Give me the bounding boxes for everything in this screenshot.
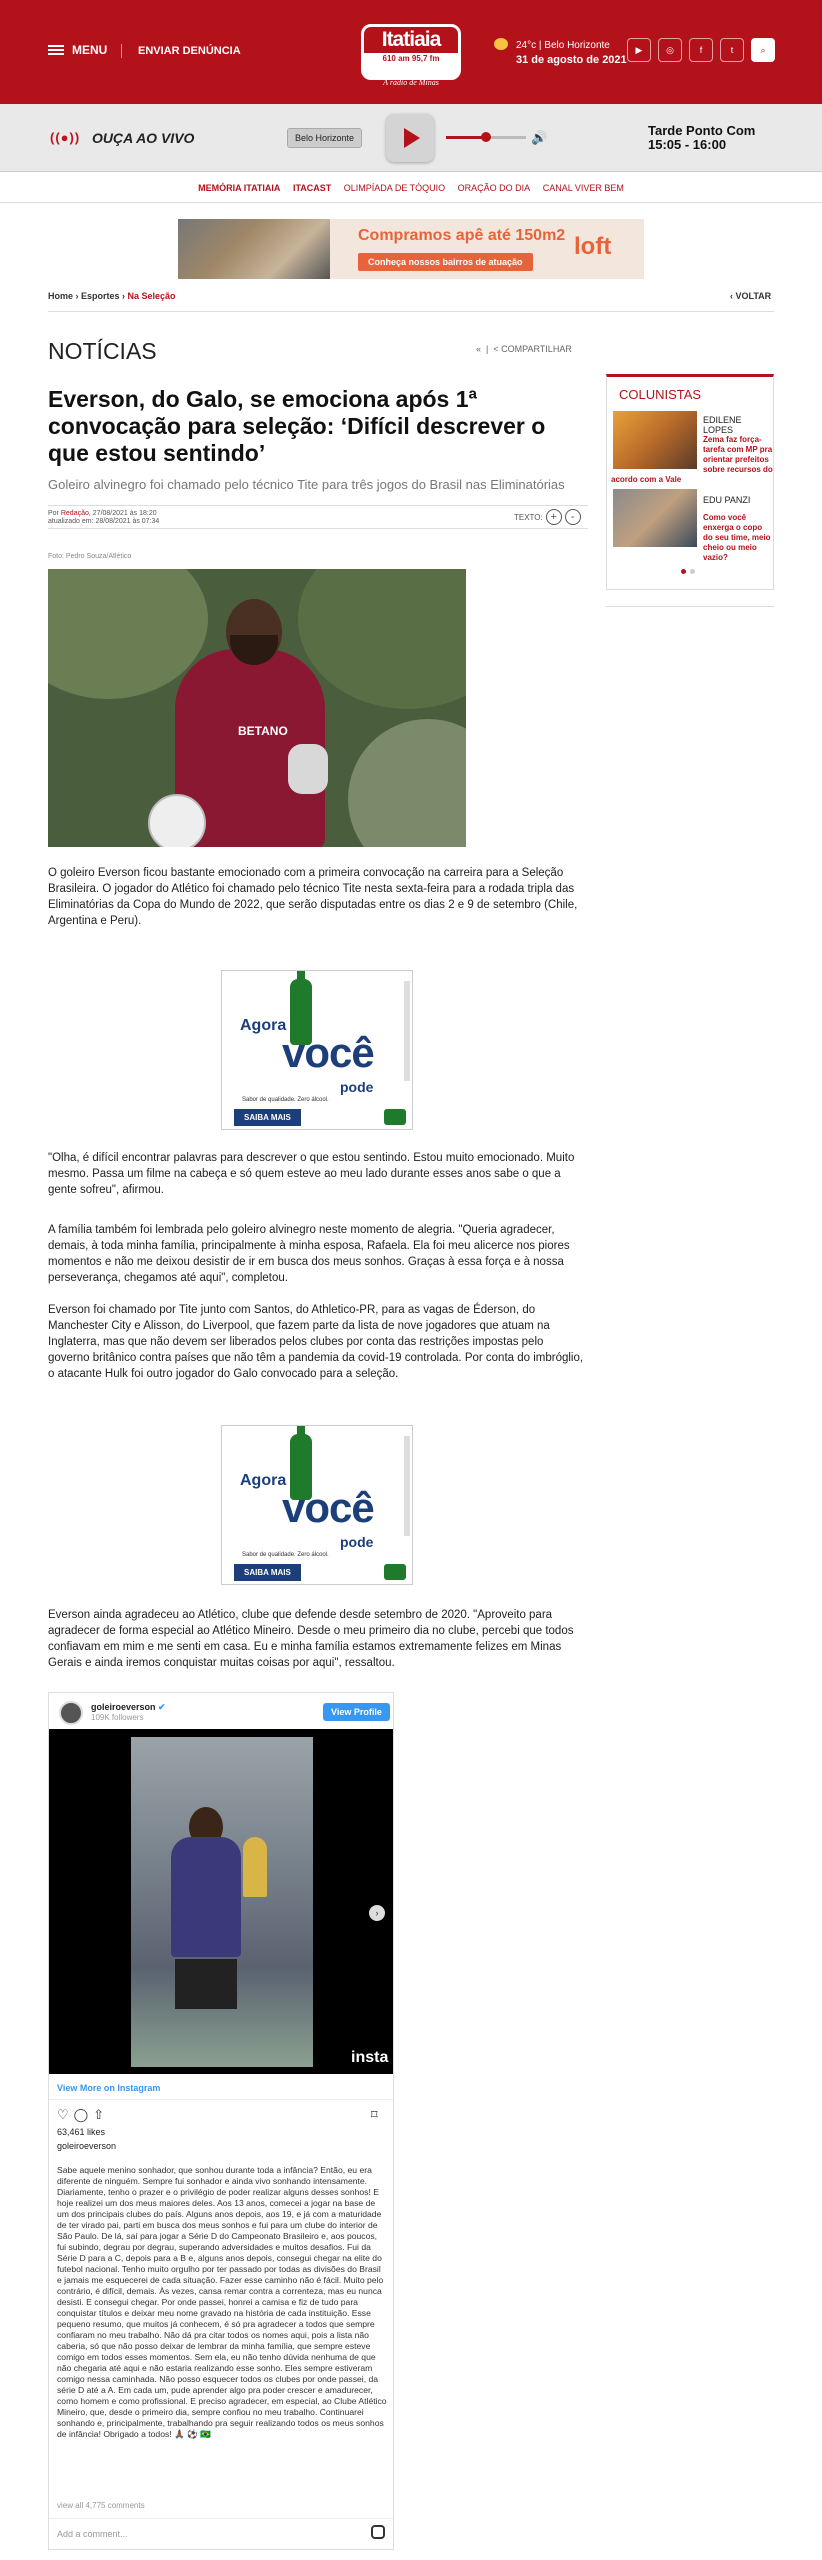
ad-tagline: Sabor de qualidade. Zero álcool. — [242, 1097, 329, 1103]
columnist-name[interactable]: EDILENE LOPES — [703, 415, 742, 435]
article-subtitle: Goleiro alvinegro foi chamado pelo técnico Tite para três jogos do Brasil nas Eliminatórias — [48, 477, 565, 492]
instagram-likes: 63,461 likes — [57, 2127, 106, 2137]
carousel-dot[interactable] — [681, 569, 686, 574]
ad-brand-logo — [384, 1564, 406, 1580]
program-name: Tarde Ponto Com — [648, 123, 756, 138]
trophy-icon — [243, 1837, 267, 1897]
next-arrow-icon[interactable]: › — [369, 1905, 385, 1921]
section-title: NOTÍCIAS — [48, 338, 157, 364]
ad-voce: você — [282, 1484, 374, 1531]
menu-button[interactable] — [48, 43, 107, 57]
ad-pode: pode — [340, 1079, 374, 1095]
current-program — [648, 124, 755, 152]
ad-room-image — [178, 219, 330, 279]
updated-date: atualizado em: 28/08/2021 às 07:34 — [48, 518, 160, 525]
back-link[interactable]: ‹ VOLTAR — [730, 291, 772, 301]
instagram-watermark: insta — [351, 2049, 389, 2066]
text-size-controls — [514, 509, 581, 525]
listen-live-label: OUÇA AO VIVO — [92, 130, 195, 146]
view-comments-link[interactable]: view all 4,775 comments — [57, 2501, 145, 2510]
broadcast-icon: ((●)) — [50, 130, 81, 145]
columnists-title: COLUNISTAS — [619, 387, 702, 402]
divider — [606, 606, 774, 607]
breadcrumb-esportes[interactable]: Esportes — [81, 291, 120, 301]
ad-voce: você — [282, 1029, 374, 1076]
volume-fill — [446, 136, 482, 139]
avatar[interactable] — [59, 1701, 83, 1725]
logo-slogan: A rádio de Minas — [383, 78, 439, 87]
carousel-dot[interactable] — [690, 569, 695, 574]
enviar-denuncia-link[interactable]: ENVIAR DENÚNCIA — [138, 45, 241, 57]
published-date: , 27/08/2021 às 18:20 — [88, 510, 157, 517]
program-time: 15:05 - 16:00 — [648, 137, 727, 152]
instagram-photo — [131, 1737, 313, 2067]
instagram-username[interactable] — [91, 1702, 166, 1713]
byline-prefix: Por — [48, 510, 59, 517]
nav-olimpiada[interactable]: OLIMPÍADA DE TÓQUIO — [343, 183, 446, 193]
hamburger-icon — [48, 45, 64, 55]
instagram-media[interactable] — [49, 1729, 393, 2074]
text-size-label: TEXTO: — [514, 512, 543, 522]
divider — [49, 2518, 393, 2519]
share-icon[interactable]: ⇧ — [93, 2107, 110, 2122]
kid-body — [171, 1837, 241, 1957]
view-more-link[interactable]: View More on Instagram — [57, 2083, 161, 2093]
ad-brand-logo: loft — [574, 233, 612, 260]
instagram-actions — [57, 2107, 109, 2123]
article-paragraph: A família também foi lembrada pelo goleiro alvinegro neste momento de alegria. "Queria agradecer, demais, à toda minha família, principalmente à minha esposa, Rafaela. Ela foi meu alicerce nos piores momentos e não me deixou desistir de ir em busca dos meus sonhos. Graças à essa força e à nossa perseverança, chegamos até aqui", completou. — [48, 1224, 570, 1284]
jersey-sponsor: BETANO — [238, 724, 288, 738]
weather-temp: 24°c | Belo Horizonte — [516, 40, 610, 51]
logo-name: Itatiaia — [364, 27, 458, 53]
columnist-headline[interactable]: Como você enxerga o copo do seu time, meio cheio ou meio vazio? — [703, 513, 771, 562]
facebook-icon[interactable]: f — [689, 38, 713, 62]
caption-username[interactable]: goleiroeverson — [57, 2141, 117, 2151]
ad-beer-2[interactable] — [221, 1425, 413, 1585]
ad-tagline: Sabor de qualidade. Zero álcool. — [242, 1552, 329, 1558]
article-paragraph: Everson ainda agradeceu ao Atlético, clube que defende desde setembro de 2020. "Aproveito para agradecer de forma especial ao Atlético Mineiro. Desde o meu primeiro dia no clube, percebi que todos confiavam em mim e me senti em casa. Eu e minha família estamos extremamente felizes em Minas Gerais e ainda iremos conquistar muitas coisas por aqui", ressaltou. — [48, 1609, 574, 1669]
heart-icon[interactable]: ♡ — [57, 2107, 74, 2122]
menu-label: MENU — [72, 43, 108, 57]
author-link[interactable]: Redação — [60, 510, 89, 517]
columnist-headline[interactable]: Zema faz força-tarefa com MP pra orientar prefeitos sobre recursos do — [703, 435, 773, 474]
article-paragraph: Everson foi chamado por Tite junto com Santos, do Athletico-PR, para as vagas de Éderson, do Manchester City e Alisson, do Liverpool, que fazem parte da lista de nove jogadores que atuam na Inglaterra, mas que não devem ser liberados pelos clubes por conta das restrições impostas pelo governo britânico contra países que não têm a pandemia da covid-19 controlada. Por conta do imbróglio, o atacante Hulk foi outro jogador do Galo convocado para a seleção. — [48, 1304, 584, 1380]
social-buttons — [627, 38, 775, 62]
username-text: goleiroeverson — [91, 1702, 156, 1712]
columnist-photo[interactable] — [613, 489, 697, 547]
columnist-headline-tail[interactable]: acordo com a Vale — [611, 475, 682, 484]
ad-beer-1[interactable] — [221, 970, 413, 1130]
article-paragraph: "Olha, é difícil encontrar palavras para descrever o que estou sentindo. Estou muito emocionado. Muito mesmo. Passa um filme na cabeça e só quem esteve ao meu lado durante esses anos sabe o que a gente sofreu", afirmou. — [48, 1152, 575, 1196]
verified-icon: ✔ — [158, 1702, 166, 1712]
share-label: COMPARTILHAR — [501, 344, 572, 354]
ad-agora: Agora — [240, 1472, 287, 1489]
nav-canal[interactable]: CANAL VIVER BEM — [542, 183, 624, 193]
back-label: VOLTAR — [735, 291, 772, 301]
share-icon: < — [493, 344, 499, 354]
youtube-icon[interactable]: ▶ — [627, 38, 651, 62]
nav-oracao[interactable]: ORAÇÃO DO DIA — [457, 183, 531, 193]
carousel-dots — [681, 569, 695, 574]
comment-icon[interactable]: ◯ — [73, 2107, 94, 2122]
nav-memoria[interactable]: MEMÓRIA ITATIAIA — [198, 183, 281, 193]
instagram-followers: 109K followers — [91, 1713, 144, 1722]
article-title: Everson, do Galo, se emociona após 1ª convocação para seleção: ‘Difícil descrever o que estou sentindo’ — [48, 386, 546, 466]
ad-side-strip — [404, 981, 410, 1081]
site-header — [0, 0, 822, 104]
article-meta — [48, 505, 588, 529]
breadcrumb-home[interactable]: Home — [48, 291, 74, 301]
share-button[interactable]: « | < COMPARTILHAR — [476, 344, 572, 354]
kid-shorts — [175, 1959, 237, 2009]
volume-knob[interactable] — [481, 132, 491, 142]
instagram-camera-icon[interactable] — [371, 2525, 385, 2539]
city-select[interactable]: Belo Horizonte — [287, 128, 362, 148]
ad-saiba-mais[interactable]: SAIBA MAIS — [234, 1564, 301, 1581]
instagram-icon[interactable]: ◎ — [658, 38, 682, 62]
photo-credit: Foto: Pedro Souza/Atlético — [48, 553, 132, 560]
play-button[interactable] — [386, 114, 434, 162]
speaker-icon[interactable]: 🔊 — [531, 130, 548, 145]
soccer-ball — [148, 794, 206, 847]
weather-date: 31 de agosto de 2021 — [516, 54, 627, 66]
divider — [49, 2099, 393, 2100]
nav-itacast[interactable]: ITACAST — [292, 183, 332, 193]
instagram-caption: Sabe aquele menino sonhador, que sonhou durante toda a infância? Então, eu era diferente de ninguém. Sempre fui sonhador e ainda vivo sonhando intensamente. Diariamente, tenho o prazer e o privilégio de poder realizar alguns desses sonhos! E hoje realizei um dos meus maiores deles. Aos 13 anos, comecei a jogar na base de um dos principais clubes do país. Alguns anos depois, aos 19, e já com a maturidade de ter virado pai, parti em busca dos meus sonhos e fui para um clube do interior de São Paulo. De lá, saí para jogar a Série D do Campeonato Brasileiro e, aos poucos, fui subindo, degrau por degrau, superando adversidades e muitos desafios. Fui da Série D para a C, depois para a B e, alguns anos depois, consegui chegar na elite do futebol nacional. Tenho muito orgulho por ter passado por todas as divisões do Brasil e jamais me esquecerei de cada situação. Fazer esse caminho não é fácil. Muito pelo contrário, é difícil, demais. Às vezes, cansa remar contra a correnteza, mas eu nunca desisti. E consegui chegar. Por onde passei, honrei a camisa e fiz de tudo para conquistar títulos e deixar meu nome gravado na história de cada instituição. Esse pequeno resumo, que muitos já conhecem, é só pra agradecer a todos que sempre confiaram no meu trabalho. Não dá pra citar todos os nomes aqui, pois a lista não caberia, só que não posso deixar de lembrar da minha família, que sempre esteve comigo em todos esses momentos. Sem ela, eu não tenho dúvida nenhuma de que não chegaria até aqui e não estaria realizando esse sonho. Eles sempre estiveram comigo nessa caminhada. Não posso esquecer todos os clubes por onde passei, da série D até a A. Em cada um, pude aprender algo pra poder crescer e amadurecer, como homem e como profissional. E preciso agradecer, em especial, ao Clube Atlético Mineiro, que, desde o primeiro dia, sempre confiou no meu trabalho. Continuarei sonhando e, principalmente, trabalhando pra seguir realizando todos os meus sonhos de infância! Obrigado a todos! 🙏🏾 ⚽️ 🇧🇷 — [57, 2165, 387, 2439]
logo-frequency: 610 am 95,7 fm — [382, 54, 440, 63]
ad-agora: Agora — [240, 1017, 287, 1034]
article-paragraph: O goleiro Everson ficou bastante emocionado com a primeira convocação na carreira para a Seleção Brasileira. O jogador do Atlético foi chamado pelo técnico Tite nesta sexta-feira para a rodada tripla das Eliminatórias da Copa do Mundo de 2022, que serão disputadas entre os dias 2 e 9 de setembro (Chile, Argentina e Peru). — [48, 867, 578, 927]
twitter-icon[interactable]: t — [720, 38, 744, 62]
article-photo — [48, 569, 466, 847]
text-decrease-button[interactable]: - — [565, 509, 581, 525]
ad-side-strip — [404, 1436, 410, 1536]
ad-button[interactable]: Conheça nossos bairros de atuação — [358, 253, 533, 271]
ad-saiba-mais[interactable]: SAIBA MAIS — [234, 1109, 301, 1126]
instagram-embed — [48, 1692, 394, 2550]
breadcrumb-current[interactable]: Na Seleção — [127, 291, 176, 301]
header-divider — [121, 44, 122, 58]
weather-sun-icon — [494, 38, 508, 50]
radio-player — [0, 104, 822, 172]
search-icon[interactable]: ⌕ — [751, 38, 775, 62]
site-logo[interactable] — [361, 24, 461, 80]
goalkeeper-glove — [288, 744, 328, 794]
ad-banner-loft[interactable] — [178, 219, 644, 279]
bookmark-icon[interactable]: ⌑ — [371, 2107, 378, 2122]
divider — [48, 311, 774, 312]
columnists-widget — [606, 374, 774, 590]
top-nav — [0, 173, 822, 203]
text-increase-button[interactable]: + — [546, 509, 562, 525]
ad-headline: Compramos apê até 150m2 — [358, 227, 566, 244]
columnist-name[interactable]: EDU PANZI — [703, 495, 751, 505]
weather-widget — [494, 38, 627, 68]
ad-brand-logo — [384, 1109, 406, 1125]
breadcrumb: Home › Esportes › Na Seleção — [48, 291, 176, 301]
columnist-photo[interactable] — [613, 411, 697, 469]
add-comment-input[interactable]: Add a comment... — [57, 2529, 128, 2539]
view-profile-button[interactable]: View Profile — [323, 1703, 390, 1721]
ad-pode: pode — [340, 1534, 374, 1550]
